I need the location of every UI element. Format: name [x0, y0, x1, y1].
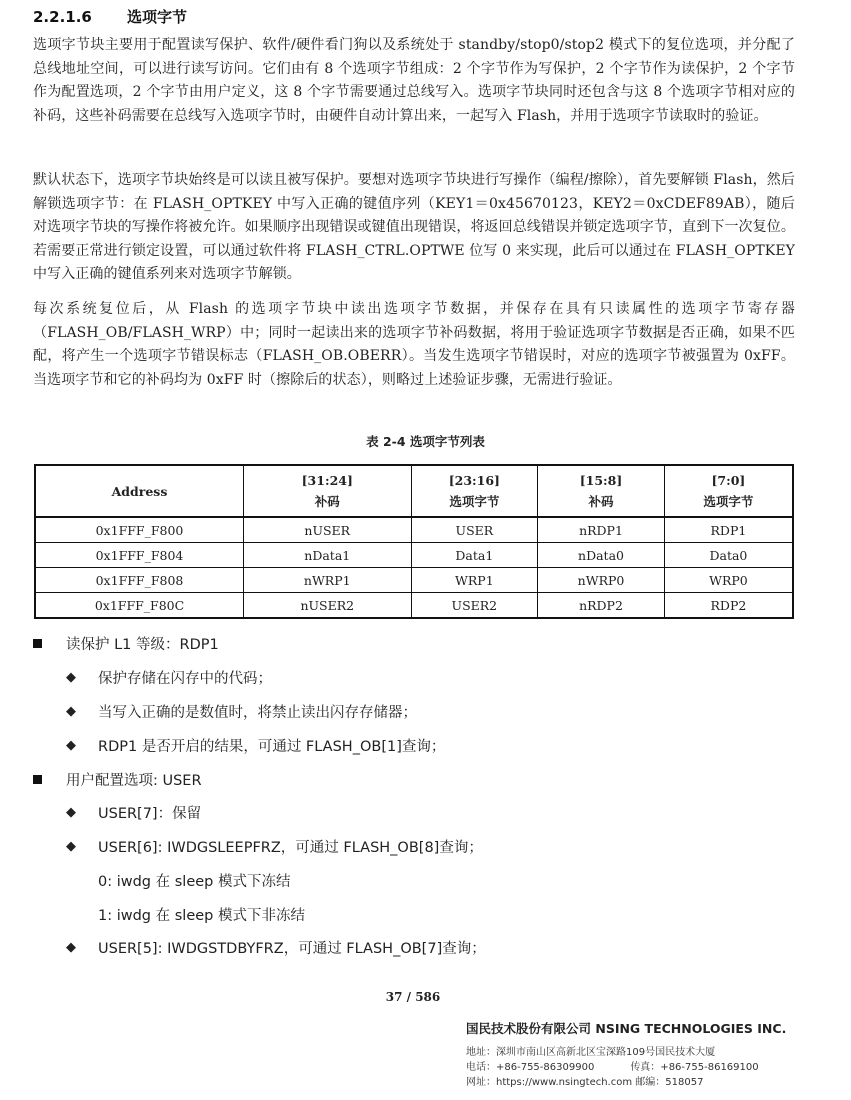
- address-header: Address: [35, 465, 244, 517]
- table-cell: 0x1FFF_F80C: [35, 593, 244, 619]
- column-header: [31:24] 补码: [244, 465, 412, 517]
- table-cell: USER2: [411, 593, 538, 619]
- bullet-text: 用户配置选项: USER: [66, 773, 202, 789]
- table-cell: nUSER: [244, 517, 412, 543]
- diamond-bullet-icon: ◆: [66, 704, 76, 719]
- bullet-text: RDP1 是否开启的结果，可通过 FLASH_OB[1]查询；: [98, 739, 446, 755]
- section-title: 选项字节: [127, 8, 188, 26]
- paragraph-2: 默认状态下，选项字节块始终是可以读且被写保护。要想对选项字节块进行写操作（编程/擦除），首先要解锁 Flash，然后解锁选项字节：在 FLASH_OPTKEY 中写入正确的键值序列（KEY1＝0x45670123，KEY2＝0xCDEF89AB），随后对选项字节块的写操作将被允许。如果顺序出现错误或键值出现错误，将返回总线错误并锁定选项字节，直到下一次复位。若需要正常进行锁定设置，可以通过软件将 FLASH_CTRL.OPTWE 位写 0 来实现，此后可以通过在 FLASH_OPTKEY 中写入正确的键值系列来对选项字节解锁。: [33, 172, 795, 282]
- table-cell: WRP0: [664, 568, 793, 593]
- column-header: [23:16] 选项字节: [411, 465, 538, 517]
- diamond-bullet-icon: ◆: [66, 670, 76, 685]
- bullet-text: USER[6]: IWDGSLEEPFRZ，可通过 FLASH_OB[8]查询；: [98, 840, 483, 856]
- table-row: [35, 517, 793, 543]
- sub-bullet: [66, 735, 445, 756]
- paragraph-1: 选项字节块主要用于配置读写保护、软件/硬件看门狗以及系统处于 standby/stop0/stop2 模式下的复位选项，并分配了总线地址空间，可以进行读写访问。它们由有 8 个选项字节组成：2 个字节作为写保护，2 个字节作为读保护，2 个字节作为配置选项，2 个字节由用户定义，这 8 个字节需要通过总线写入。选项字节块同时还包含与这 8 个选项字节相对应的补码，这些补码需要在总线写入选项字节时，由硬件自动计算出来，一起写入 Flash，并用于选项字节读取时的验证。: [33, 37, 795, 124]
- table-cell: Data1: [411, 543, 538, 568]
- option-byte-table: [34, 464, 794, 619]
- diamond-bullet-icon: ◆: [66, 839, 76, 854]
- option-text: 1: iwdg 在 sleep 模式下非冻结: [98, 908, 305, 924]
- section-number: 2.2.1.6: [33, 8, 92, 26]
- company-name: 国民技术股份有限公司 NSING TECHNOLOGIES INC.: [466, 1021, 787, 1036]
- table-cell: nWRP0: [538, 568, 665, 593]
- table-cell: nData1: [244, 543, 412, 568]
- table-cell: nUSER2: [244, 593, 412, 619]
- bullet-text: 当写入正确的是数值时，将禁止读出闪存存储器；: [98, 705, 417, 721]
- table-header-row: [35, 465, 793, 517]
- table-cell: nRDP2: [538, 593, 665, 619]
- table-cell: nRDP1: [538, 517, 665, 543]
- diamond-bullet-icon: ◆: [66, 738, 76, 753]
- table-cell: 0x1FFF_F800: [35, 517, 244, 543]
- option-text: 0: iwdg 在 sleep 模式下冻结: [98, 874, 291, 890]
- bullet-text: USER[5]: IWDGSTDBYFRZ，可通过 FLASH_OB[7]查询；: [98, 941, 486, 957]
- table-cell: USER: [411, 517, 538, 543]
- square-bullet-icon: [33, 639, 42, 648]
- square-bullet-icon: [33, 775, 42, 784]
- sub-bullet: [66, 667, 272, 688]
- table-cell: WRP1: [411, 568, 538, 593]
- table-cell: RDP2: [664, 593, 793, 619]
- table-row: [35, 568, 793, 593]
- company-phone-fax: 电话：+86-755-86309900 传真：+86-755-86169100: [466, 1062, 759, 1073]
- sub-bullet: [66, 701, 417, 722]
- bullet-text: 读保护 L1 等级：RDP1: [66, 637, 219, 653]
- bullet-text: 保护存储在闪存中的代码；: [98, 671, 272, 687]
- column-header: [15:8] 补码: [538, 465, 665, 517]
- table-row: [35, 593, 793, 619]
- table-cell: nWRP1: [244, 568, 412, 593]
- table-caption: 表 2-4 选项字节列表: [366, 434, 485, 449]
- diamond-bullet-icon: ◆: [66, 805, 76, 820]
- table-row: [35, 543, 793, 568]
- sub-bullet: [66, 836, 483, 857]
- page-number: 37 / 586: [385, 990, 441, 1004]
- table-cell: Data0: [664, 543, 793, 568]
- section-heading: [33, 6, 187, 27]
- bullet-text: USER[7]：保留: [98, 806, 202, 822]
- paragraph-3: 每次系统复位后，从 Flash 的选项字节块中读出选项字节数据，并保存在具有只读属性的选项字节寄存器（FLASH_OB/FLASH_WRP）中；同时一起读出来的选项字节补码数据，将用于验证选项字节数据是否正确，如果不匹配，将产生一个选项字节错误标志（FLASH_OB.OBERR）。当发生选项字节错误时，对应的选项字节被强置为 0xFF。当选项字节和它的补码均为 0xFF 时（擦除后的状态），则略过上述验证步骤，无需进行验证。: [33, 301, 795, 388]
- table-cell: 0x1FFF_F808: [35, 568, 244, 593]
- table-cell: 0x1FFF_F804: [35, 543, 244, 568]
- diamond-bullet-icon: ◆: [66, 940, 76, 955]
- column-header: [7:0] 选项字节: [664, 465, 793, 517]
- company-web: 网址：https://www.nsingtech.com 邮编：518057: [466, 1077, 704, 1088]
- table-cell: nData0: [538, 543, 665, 568]
- sub-bullet: [66, 802, 201, 823]
- sub-bullet: [66, 937, 486, 958]
- bullet-read-protect: [33, 633, 219, 654]
- company-address: 地址：深圳市南山区高新北区宝深路109号国民技术大厦: [466, 1047, 716, 1058]
- table-cell: RDP1: [664, 517, 793, 543]
- bullet-user-config: [33, 769, 202, 790]
